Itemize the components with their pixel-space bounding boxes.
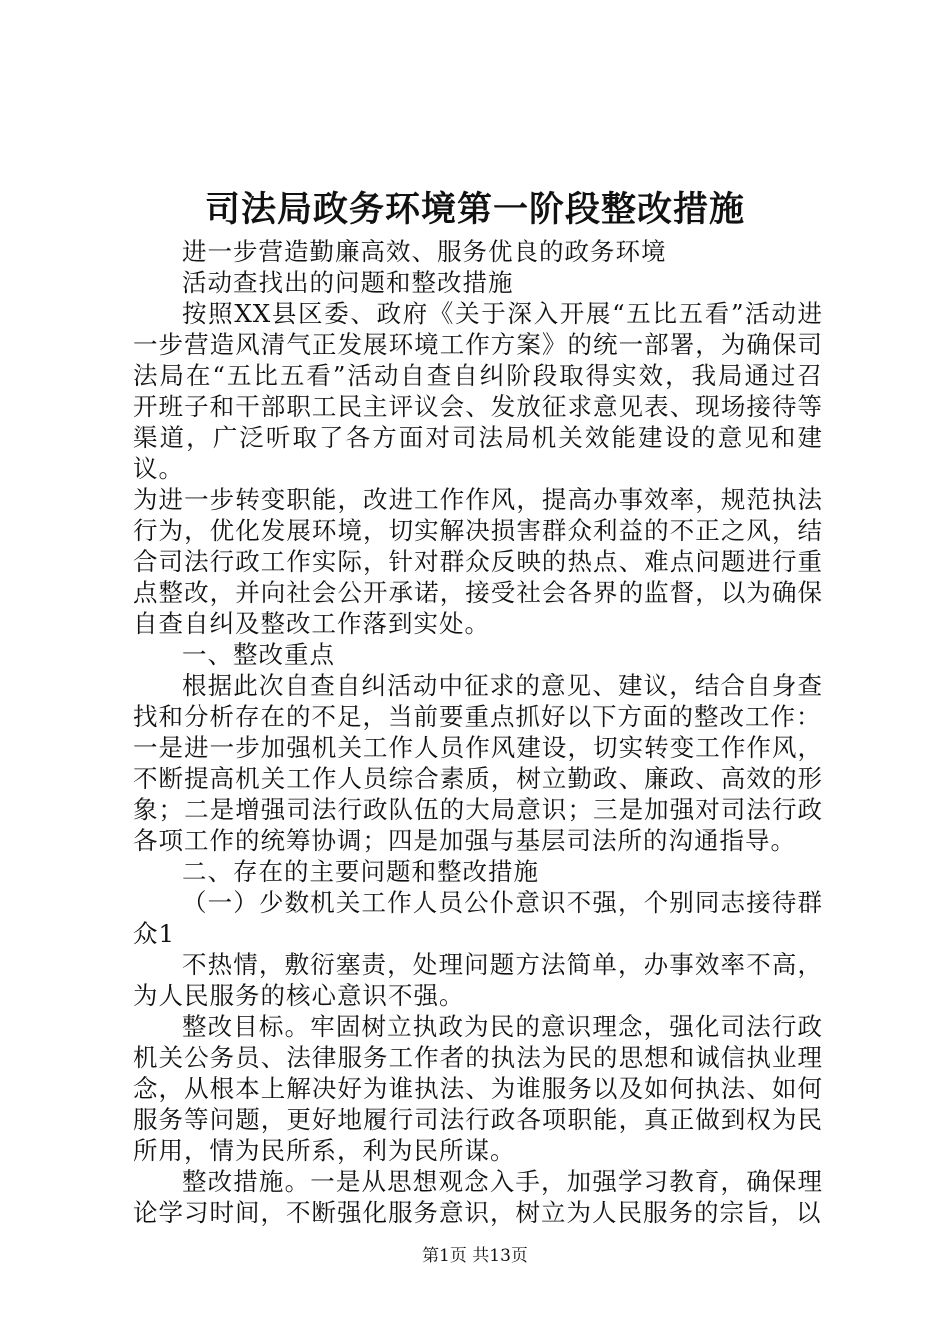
subsection-heading-1: （一）少数机关工作人员公仆意识不强，个别同志接待群众1 [133,888,823,948]
paragraph-intro-continued: 为进一步转变职能，改进工作作风，提高办事效率，规范执法行为，优化发展环境，切实解决损害群众利益的不正之风，结合司法行政工作实际，针对群众反映的热点、难点问题进行重点整改，并向社会公开承诺，接受社会各界的监督，以为确保自查自纠及整改工作落到实处。 [133,485,823,638]
paragraph-intro: 按照XX县区委、政府《关于深入开展“五比五看”活动进一步营造风清气正发展环境工作方案》的统一部署，为确保司法局在“五比五看”活动自查自纠阶段取得实效，我局通过召开班子和干部职工民主评议会、发放征求意见表、现场接待等渠道，广泛听取了各方面对司法局机关效能建设的意见和建议。 [133,299,823,483]
section-heading-1: 一、整改重点 [182,640,335,669]
paragraph-subtitle-1: 进一步营造勤廉高效、服务优良的政务环境 [182,237,667,266]
page-number-footer: 第1页 共13页 [422,1246,528,1266]
paragraph-focus: 根据此次自查自纠活动中征求的意见、建议，结合自身查找和分析存在的不足，当前要重点抓好以下方面的整改工作： [133,671,823,731]
paragraph-measures: 整改措施。一是从思想观念入手，加强学习教育，确保理论学习时间，不断强化服务意识，树立为人民服务的宗旨，以 [133,1167,823,1227]
paragraph-problem: 不热情，敷衍塞责，处理问题方法简单，办事效率不高，为人民服务的核心意识不强。 [133,950,823,1010]
paragraph-focus-list: 一是进一步加强机关工作人员作风建设，切实转变工作作风，不断提高机关工作人员综合素质，树立勤政、廉政、高效的形象；二是增强司法行政队伍的大局意识；三是加强对司法行政各项工作的统筹协调；四是加强与基层司法所的沟通指导。 [133,733,823,855]
document-body [133,236,823,1228]
paragraph-subtitle-2: 活动查找出的问题和整改措施 [182,268,514,297]
document-title: 司法局政务环境第一阶段整改措施 [204,189,745,230]
section-heading-2: 二、存在的主要问题和整改措施 [182,857,539,886]
paragraph-target: 整改目标。牢固树立执政为民的意识理念，强化司法行政机关公务员、法律服务工作者的执法为民的思想和诚信执业理念，从根本上解决好为谁执法、为谁服务以及如何执法、如何服务等问题，更好地履行司法行政各项职能，真正做到权为民所用，情为民所系，利为民所谋。 [133,1012,823,1165]
